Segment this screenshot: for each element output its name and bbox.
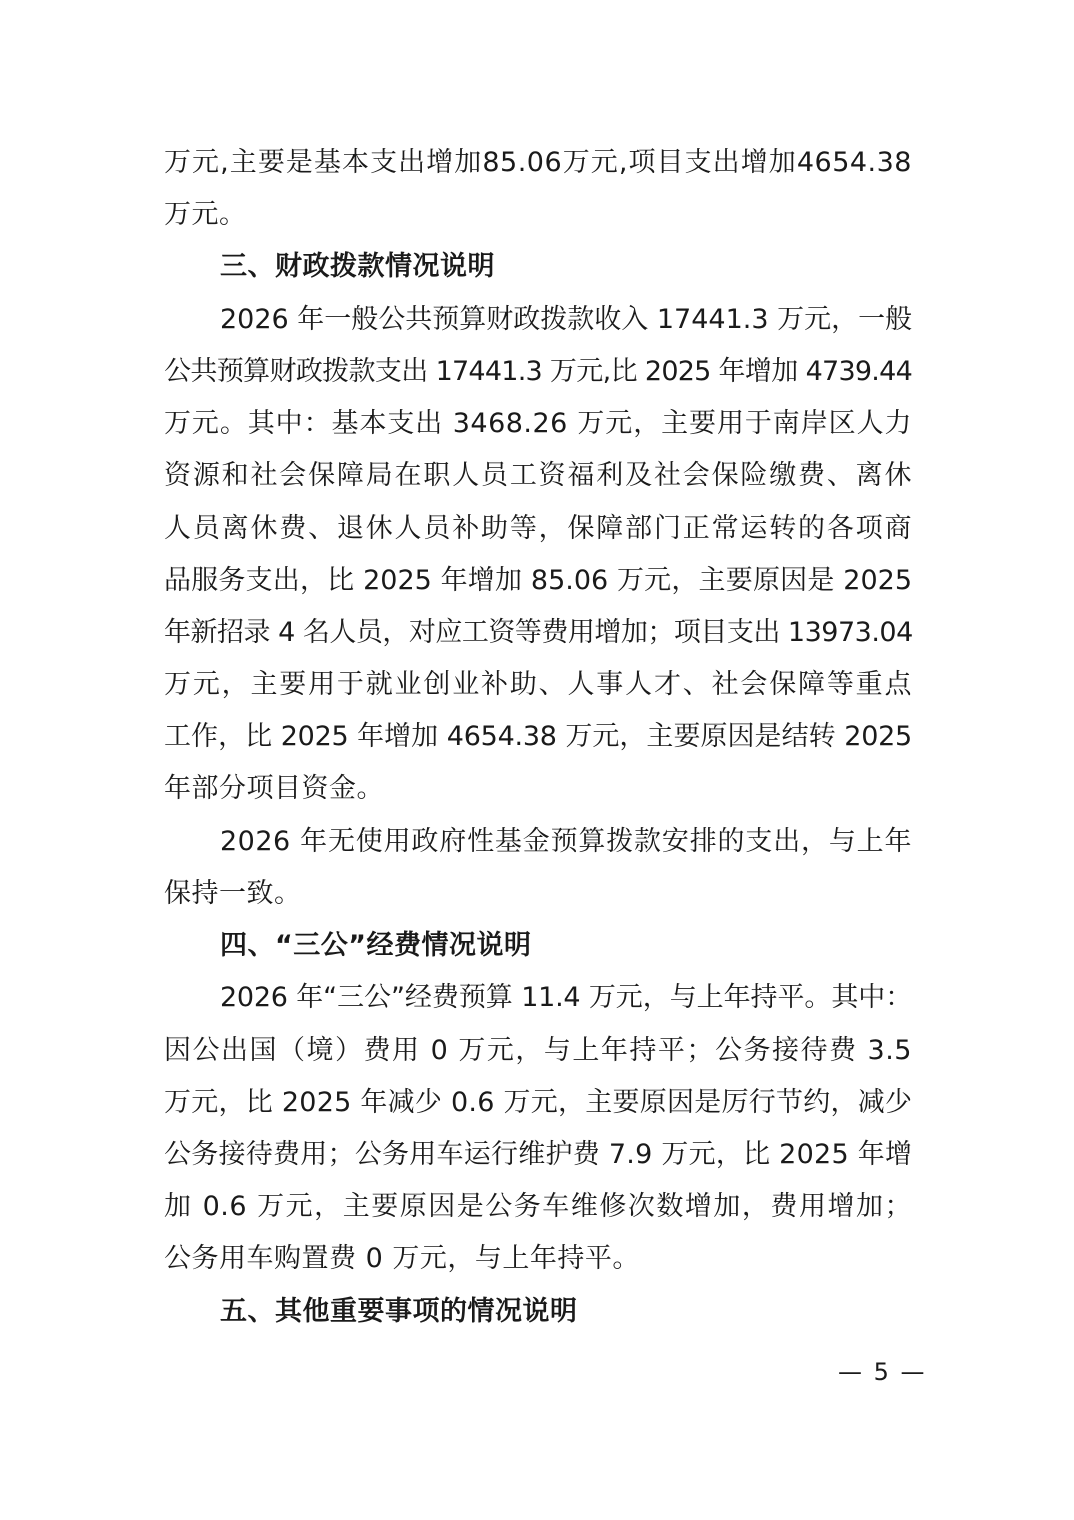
body-text-line: 年部分项目资金。 — [164, 773, 384, 804]
page-number: — 5 — — [838, 1358, 927, 1386]
body-text-line: 万元。其中：基本支出 3468.26 万元，主要用于南岸区人力 — [164, 408, 912, 439]
body-text-line: 因公出国（境）费用 0 万元，与上年持平；公务接待费 3.5 — [164, 1035, 912, 1066]
body-text-line: 加 0.6 万元，主要原因是公务车维修次数增加，费用增加； — [164, 1191, 912, 1222]
body-text-line: 万元。 — [164, 199, 247, 230]
body-text-line: 人员离休费、退休人员补助等，保障部门正常运转的各项商 — [164, 513, 912, 544]
section-heading: 五、其他重要事项的情况说明 — [220, 1296, 578, 1327]
section-heading: 四、“三公”经费情况说明 — [220, 930, 532, 961]
body-text-line: 2026 年无使用政府性基金预算拨款安排的支出，与上年 — [220, 826, 912, 857]
body-text-line: 工作，比 2025 年增加 4654.38 万元，主要原因是结转 2025 — [164, 721, 912, 752]
section-heading: 三、财政拨款情况说明 — [220, 251, 495, 282]
body-text-line: 公务用车购置费 0 万元，与上年持平。 — [164, 1243, 640, 1274]
body-text-line: 万元,主要是基本支出增加85.06万元,项目支出增加4654.38 — [164, 147, 912, 178]
body-text-line: 资源和社会保障局在职人员工资福利及社会保险缴费、离休 — [164, 460, 912, 491]
body-text-line: 年新招录 4 名人员，对应工资等费用增加；项目支出 13973.04 — [164, 617, 913, 648]
body-text-line: 万元，比 2025 年减少 0.6 万元，主要原因是厉行节约，减少 — [164, 1087, 913, 1118]
body-text-line: 2026 年“三公”经费预算 11.4 万元，与上年持平。其中： — [220, 982, 912, 1013]
body-text-line: 2026 年一般公共预算财政拨款收入 17441.3 万元，一般 — [220, 304, 913, 335]
body-text-line: 品服务支出，比 2025 年增加 85.06 万元，主要原因是 2025 — [164, 565, 912, 596]
body-text-line: 保持一致。 — [164, 878, 302, 909]
body-text-line: 公共预算财政拨款支出 17441.3 万元,比 2025 年增加 4739.44 — [164, 356, 912, 387]
body-text-line: 万元，主要用于就业创业补助、人事人才、社会保障等重点 — [164, 669, 912, 700]
body-text-line: 公务接待费用；公务用车运行维护费 7.9 万元，比 2025 年增 — [164, 1139, 913, 1170]
